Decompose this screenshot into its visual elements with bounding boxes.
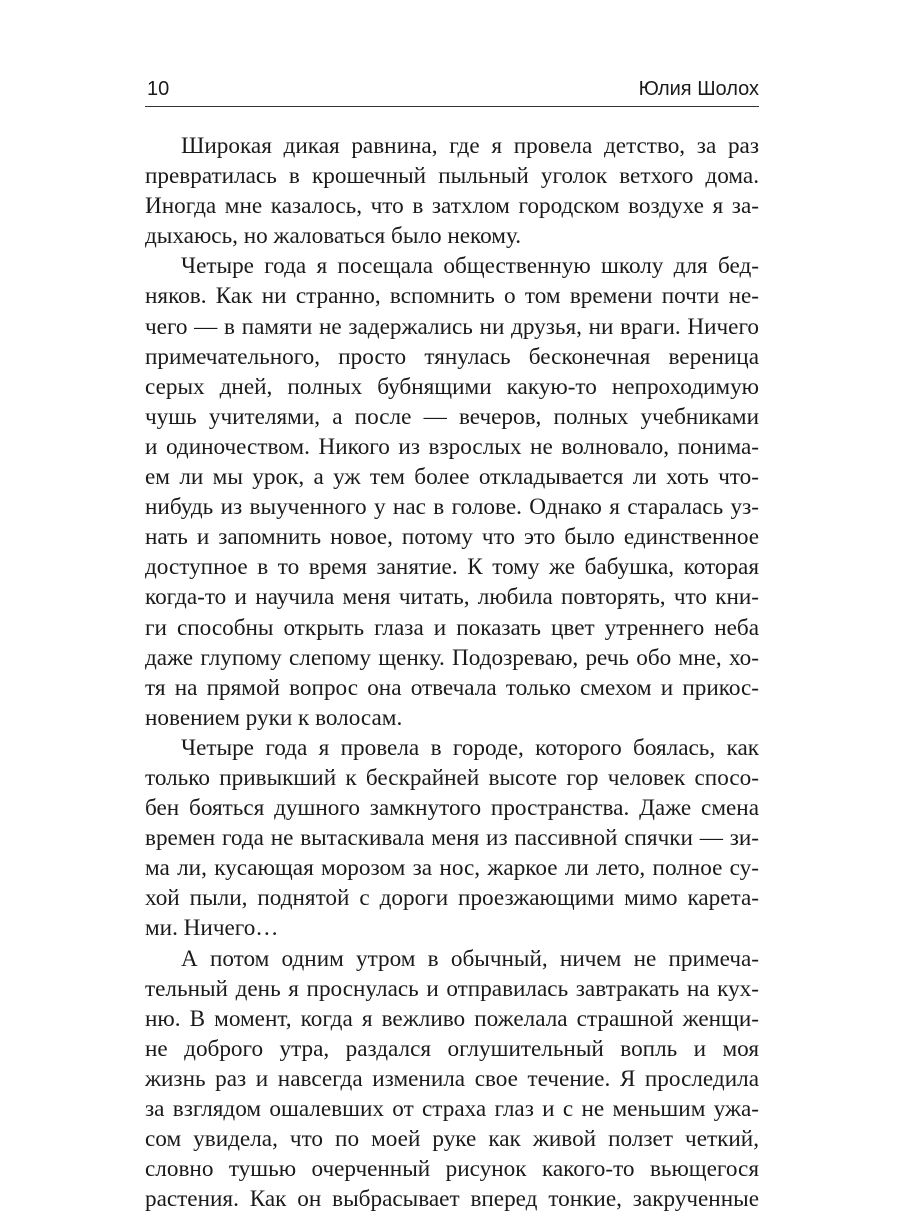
text-line: растения. Как он выбрасывает вперед тонкие, закрученные — [145, 1186, 759, 1213]
text-line: А потом одним утром в обычный, ничем не примеча- — [181, 945, 759, 972]
text-line: словно тушью очерченный рисунок какого-то вьющегося — [145, 1156, 759, 1183]
text-line: хой пыли, поднятой с дороги проезжающими мимо карета- — [145, 885, 759, 912]
text-line: сом увидела, что по моей руке как живой ползет четкий, — [145, 1126, 759, 1153]
text-line: ма ли, кусающая морозом за нос, жаркое ли лето, полное су- — [145, 855, 759, 882]
text-line: времен года не вытаскивала меня из пассивной спячки — зи- — [145, 825, 759, 852]
text-line: за взглядом ошалевших от страха глаз и с не меньшим ужа- — [145, 1096, 759, 1122]
text-line: чего — в памяти не задержались ни друзья, ни враги. Ничего — [145, 313, 759, 340]
body-text — [145, 131, 759, 1214]
text-line: ем ли мы урок, а уж тем более откладывается ли хоть что- — [145, 464, 759, 491]
text-line: Четыре года я провела в городе, которого боялась, как — [181, 734, 759, 761]
text-line: ню. В момент, когда я вежливо пожелала страшной женщи- — [145, 1005, 759, 1032]
text-line: чушь учителями, а после — вечеров, полных учебниками — [145, 403, 759, 430]
text-line: примечательного, просто тянулась бесконечная вереница — [145, 343, 759, 370]
text-line: нибудь из выученного у нас в голове. Однако я старалась уз- — [145, 494, 759, 521]
text-line: жизнь раз и навсегда изменила свое течение. Я проследила — [145, 1065, 759, 1092]
text-line: новением руки к волосам. — [145, 704, 403, 731]
text-line: Широкая дикая равнина, где я провела детство, за раз — [181, 133, 759, 159]
page-header — [145, 74, 759, 107]
text-line: серых дней, полных бубнящими какую-то непроходимую — [145, 373, 759, 400]
text-line: тя на прямой вопрос она отвечала только смехом и прикос- — [145, 674, 759, 701]
running-head-author: Юлия Шолох — [638, 78, 759, 100]
text-line: даже глупому слепому щенку. Подозреваю, речь обо мне, хо- — [145, 644, 759, 671]
text-line: ги способны открыть глаза и показать цвет утреннего неба — [145, 614, 759, 641]
text-line: тельный день я проснулась и отправилась завтракать на кух- — [145, 975, 759, 1002]
text-line: когда-то и научила меня читать, любила повторять, что кни- — [145, 584, 759, 611]
page-number: 10 — [147, 78, 170, 100]
text-line: бен бояться душного замкнутого пространства. Даже смена — [145, 795, 759, 822]
text-line: не доброго утра, раздался оглушительный вопль и моя — [145, 1035, 759, 1062]
text-line: Иногда мне казалось, что в затхлом городском воздухе я за- — [145, 193, 759, 220]
text-line: и одиночеством. Никого из взрослых не волновало, понима- — [145, 433, 759, 460]
text-line: Четыре года я посещала общественную школу для бед- — [181, 253, 759, 280]
text-line: доступное в то время занятие. К тому же бабушка, которая — [145, 554, 759, 581]
text-line: дыхаюсь, но жаловаться было некому. — [145, 223, 522, 250]
text-line: нать и запомнить новое, потому что это было единственное — [145, 524, 759, 551]
text-line: превратилась в крошечный пыльный уголок ветхого дома. — [145, 163, 759, 190]
text-line: только привыкший к бескрайней высоте гор человек спосо- — [145, 764, 759, 791]
text-line: няков. Как ни странно, вспомнить о том времени почти не- — [145, 283, 759, 310]
text-line: ми. Ничего… — [145, 915, 279, 942]
